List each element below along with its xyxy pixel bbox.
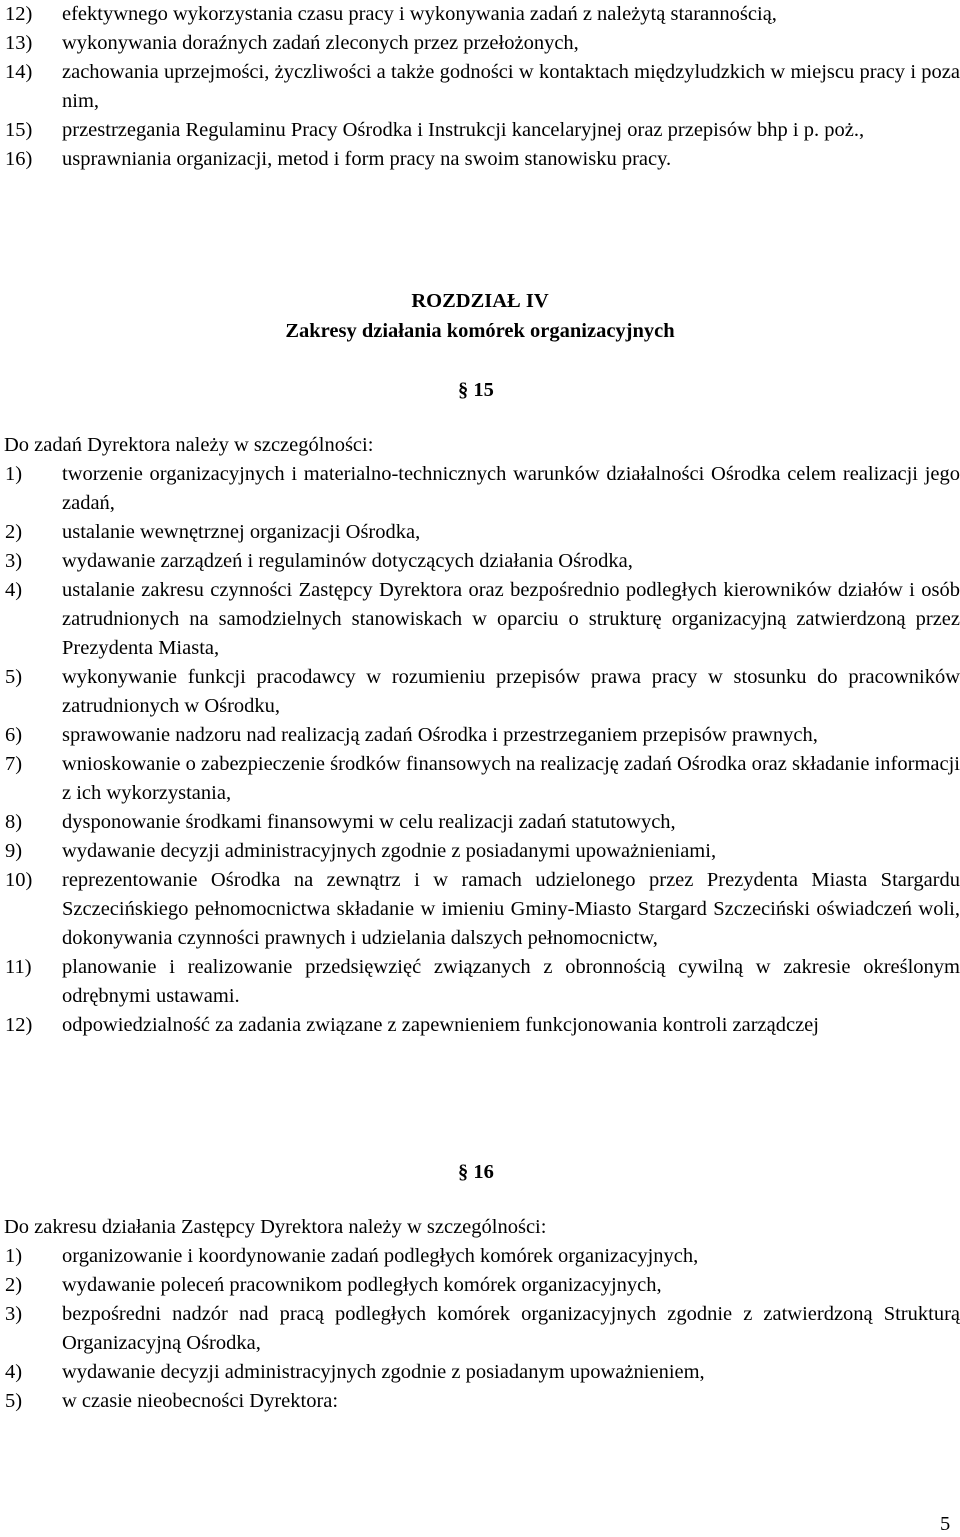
item-number: 5) — [5, 1390, 23, 1412]
list-item — [5, 460, 960, 518]
list-item — [5, 1358, 960, 1387]
item-text: wydawanie decyzji administracyjnych zgodnie z posiadanymi upoważnieniami, — [62, 840, 717, 862]
item-number: 12) — [5, 1014, 33, 1036]
item-number: 8) — [5, 811, 23, 833]
section-mark-15: § 15 — [458, 379, 494, 401]
item-number: 11) — [5, 956, 32, 978]
item-number: 2) — [5, 1274, 23, 1296]
item-number: 10) — [5, 869, 33, 891]
list-item — [5, 58, 960, 116]
item-text: bezpośredni nadzór nad pracą podległych komórek organizacyjnych zgodnie z zatwierdzoną Strukturą Organizacyjną Ośrodka, — [62, 1303, 960, 1354]
item-number: 6) — [5, 724, 23, 746]
item-number: 16) — [5, 148, 33, 170]
item-number: 4) — [5, 1361, 23, 1383]
list-item — [5, 576, 960, 663]
section-mark-16: § 16 — [458, 1161, 494, 1183]
item-number: 15) — [5, 119, 33, 141]
chapter-title: Zakresy działania komórek organizacyjnych — [285, 320, 675, 342]
list-item — [5, 29, 960, 58]
item-text: wydawanie poleceń pracownikom podległych komórek organizacyjnych, — [62, 1274, 662, 1296]
item-text: ustalanie wewnętrznej organizacji Ośrodka, — [62, 521, 421, 543]
item-text: efektywnego wykorzystania czasu pracy i wykonywania zadań z należytą starannością, — [62, 3, 777, 25]
item-number: 1) — [5, 463, 23, 485]
item-text: ustalanie zakresu czynności Zastępcy Dyrektora oraz bezpośrednio podległych kierowników działów i osób zatrudnionych na samodzielnych stanowiskach w oparciu o strukturę organizacyjną zatwierdzoną przez Prezydenta Miasta, — [62, 579, 960, 659]
list-item — [5, 0, 960, 29]
list-item — [5, 518, 960, 547]
item-number: 13) — [5, 32, 33, 54]
item-text: planowanie i realizowanie przedsięwzięć związanych z obronnością cywilną w zakresie określonym odrębnymi ustawami. — [62, 956, 960, 1007]
item-number: 2) — [5, 521, 23, 543]
item-text: w czasie nieobecności Dyrektora: — [62, 1390, 339, 1412]
list-item — [5, 145, 960, 174]
item-text: wnioskowanie o zabezpieczenie środków finansowych na realizację zadań Ośrodka oraz składanie informacji z ich wykorzystania, — [62, 753, 960, 804]
section-16-intro: Do zakresu działania Zastępcy Dyrektora należy w szczególności: — [4, 1216, 547, 1238]
list-item — [5, 663, 960, 721]
list-item — [5, 953, 960, 1011]
item-number: 1) — [5, 1245, 23, 1267]
list-item — [5, 837, 960, 866]
list-item — [5, 808, 960, 837]
list-item — [5, 1300, 960, 1358]
item-text: wykonywania doraźnych zadań zleconych przez przełożonych, — [62, 32, 579, 54]
list-item — [5, 721, 960, 750]
item-number: 3) — [5, 550, 23, 572]
item-number: 5) — [5, 666, 23, 688]
item-text: zachowania uprzejmości, życzliwości a także godności w kontaktach międzyludzkich w miejscu pracy i poza nim, — [62, 61, 960, 112]
item-text: tworzenie organizacyjnych i materialno-technicznych warunków działalności Ośrodka celem realizacji jego zadań, — [62, 463, 960, 514]
list-item — [5, 116, 960, 145]
item-number: 14) — [5, 61, 33, 83]
deputy-duties-list — [5, 1242, 960, 1416]
item-number: 12) — [5, 3, 33, 25]
item-text: wydawanie decyzji administracyjnych zgodnie z posiadanym upoważnieniem, — [62, 1361, 705, 1383]
list-item — [5, 750, 960, 808]
item-number: 7) — [5, 753, 23, 775]
item-text: usprawniania organizacji, metod i form pracy na swoim stanowisku pracy. — [62, 148, 672, 170]
chapter-label: ROZDZIAŁ IV — [411, 290, 549, 312]
item-text: wydawanie zarządzeń i regulaminów dotyczących działania Ośrodka, — [62, 550, 633, 572]
item-text: odpowiedzialność za zadania związane z zapewnieniem funkcjonowania kontroli zarządczej — [62, 1014, 819, 1036]
list-item — [5, 1271, 960, 1300]
list-item — [5, 866, 960, 953]
item-number: 3) — [5, 1303, 23, 1325]
item-text: reprezentowanie Ośrodka na zewnątrz i w ramach udzielonego przez Prezydenta Miasta Stargardu Szczecińskiego pełnomocnictwa składanie w imieniu Gminy-Miasto Stargard Szczeciński oświadczeń woli, dokonywania czynności prawnych i udzielania dalszych pełnomocnictw, — [62, 869, 960, 949]
item-text: przestrzegania Regulaminu Pracy Ośrodka i Instrukcji kancelaryjnej oraz przepisów bhp i p. poż., — [62, 119, 865, 141]
item-text: dysponowanie środkami finansowymi w celu realizacji zadań statutowych, — [62, 811, 676, 833]
item-text: wykonywanie funkcji pracodawcy w rozumieniu przepisów prawa pracy w stosunku do pracowników zatrudnionych w Ośrodku, — [62, 666, 960, 717]
page-number: 5 — [940, 1513, 951, 1535]
list-item — [5, 1011, 960, 1040]
director-duties-list — [5, 460, 960, 1040]
item-number: 4) — [5, 579, 23, 601]
list-item — [5, 547, 960, 576]
list-item — [5, 1242, 960, 1271]
duties-list-continued — [5, 0, 960, 174]
item-number: 9) — [5, 840, 23, 862]
item-text: sprawowanie nadzoru nad realizacją zadań Ośrodka i przestrzeganiem przepisów prawnych, — [62, 724, 818, 746]
list-item — [5, 1387, 960, 1416]
section-15-intro: Do zadań Dyrektora należy w szczególności: — [4, 434, 374, 456]
item-text: organizowanie i koordynowanie zadań podległych komórek organizacyjnych, — [62, 1245, 699, 1267]
